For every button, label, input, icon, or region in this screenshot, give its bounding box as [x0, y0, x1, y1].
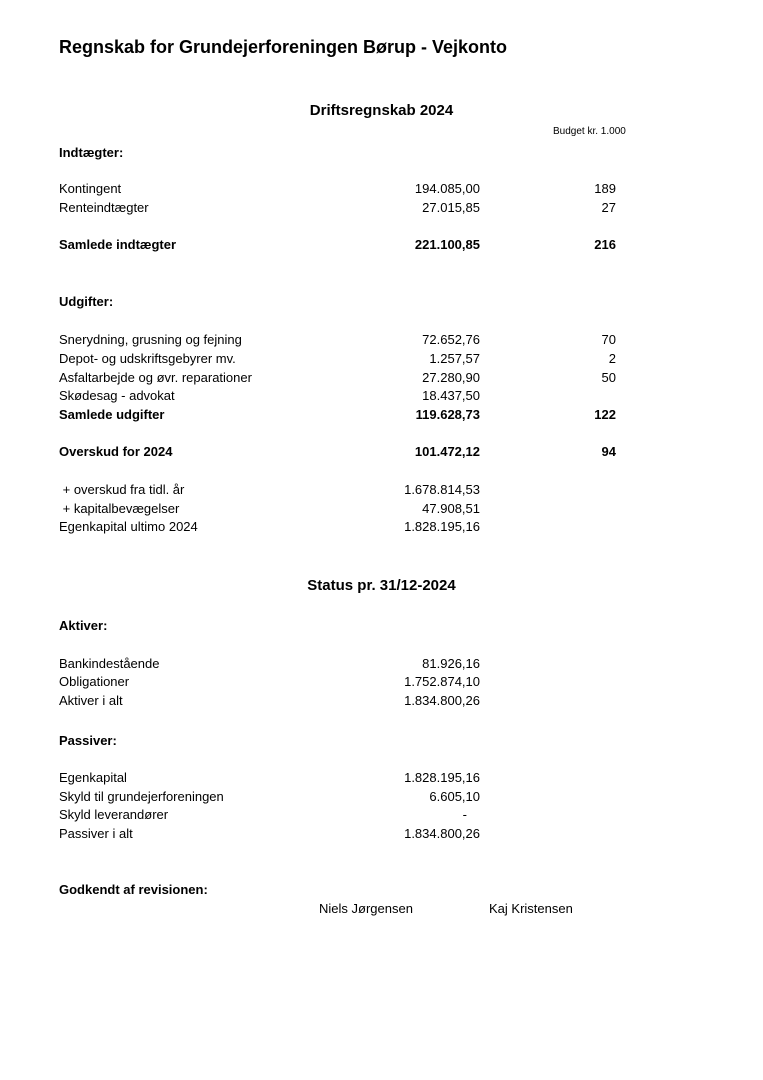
income-row-budget: 27 — [601, 200, 616, 215]
status-heading: Status pr. 31/12-2024 — [307, 577, 456, 594]
expenses-total-budget: 122 — [594, 407, 616, 422]
expenses-heading: Udgifter: — [59, 294, 114, 309]
income-row-label: Renteindtægter — [59, 200, 149, 215]
liabilities-heading: Passiver: — [59, 733, 117, 748]
drift-heading: Driftsregnskab 2024 — [309, 102, 454, 119]
expense-row-label: Snerydning, grusning og fejning — [59, 332, 242, 347]
income-row-label: Kontingent — [59, 181, 122, 196]
asset-row-amount: 1.834.800,26 — [404, 693, 480, 708]
equity-row-amount: 47.908,51 — [422, 501, 480, 516]
document-title: Regnskab for Grundejerforeningen Børup - Vejkonto — [59, 37, 508, 57]
income-total-amount: 221.100,85 — [414, 237, 480, 252]
expenses-total-label: Samlede udgifter — [59, 407, 165, 422]
asset-row-amount: 81.926,16 — [422, 656, 480, 671]
income-total-budget: 216 — [594, 237, 616, 252]
surplus-label: Overskud for 2024 — [59, 444, 173, 459]
expenses-total-amount: 119.628,73 — [415, 407, 480, 422]
assets-heading: Aktiver: — [59, 618, 108, 633]
liability-row-amount: 1.828.195,16 — [404, 770, 480, 785]
liability-row-label: Passiver i alt — [59, 826, 133, 841]
income-row-budget: 189 — [594, 181, 616, 196]
asset-row-amount: 1.752.874,10 — [404, 674, 480, 689]
expense-row-label: Depot- og udskriftsgebyrer mv. — [59, 351, 236, 366]
expense-row-label: Skødesag - advokat — [59, 388, 175, 403]
income-row-amount: 27.015,85 — [422, 200, 480, 215]
expense-row-budget: 50 — [601, 370, 616, 385]
expense-row-label: Asfaltarbejde og øvr. reparationer — [59, 370, 252, 385]
equity-row-label: + kapitalbevægelser — [59, 501, 180, 516]
expense-row-amount: 18.437,50 — [422, 388, 480, 403]
liability-row-label: Skyld leverandører — [59, 807, 169, 822]
approval-heading: Godkendt af revisionen: — [59, 882, 208, 897]
liability-row-amount: 6.605,10 — [429, 789, 480, 804]
income-total-label: Samlede indtægter — [59, 237, 177, 252]
surplus-amount: 101.472,12 — [414, 444, 480, 459]
income-heading: Indtægter: — [59, 145, 124, 160]
expense-row-budget: 70 — [601, 332, 616, 347]
signatory-name: Niels Jørgensen — [319, 901, 413, 916]
liability-row-amount: 1.834.800,26 — [404, 826, 480, 841]
asset-row-label: Aktiver i alt — [59, 693, 123, 708]
expense-row-budget: 2 — [608, 351, 616, 366]
expense-row-amount: 27.280,90 — [422, 370, 480, 385]
equity-row-label: + overskud fra tidl. år — [59, 482, 185, 497]
income-row-amount: 194.085,00 — [414, 181, 480, 196]
expense-row-amount: 72.652,76 — [422, 332, 480, 347]
equity-row-label: Egenkapital ultimo 2024 — [59, 519, 198, 534]
asset-row-label: Obligationer — [59, 674, 130, 689]
expense-row-amount: 1.257,57 — [429, 351, 480, 366]
surplus-budget: 94 — [601, 444, 616, 459]
equity-row-amount: 1.678.814,53 — [404, 482, 480, 497]
liability-row-label: Skyld til grundejerforeningen — [59, 789, 224, 804]
asset-row-label: Bankindestående — [59, 656, 160, 671]
equity-row-amount: 1.828.195,16 — [404, 519, 480, 534]
liability-row-label: Egenkapital — [59, 770, 127, 785]
signatory-name: Kaj Kristensen — [489, 901, 573, 916]
budget-column-header: Budget kr. 1.000 — [553, 126, 626, 137]
liability-row-amount: - — [462, 807, 467, 822]
